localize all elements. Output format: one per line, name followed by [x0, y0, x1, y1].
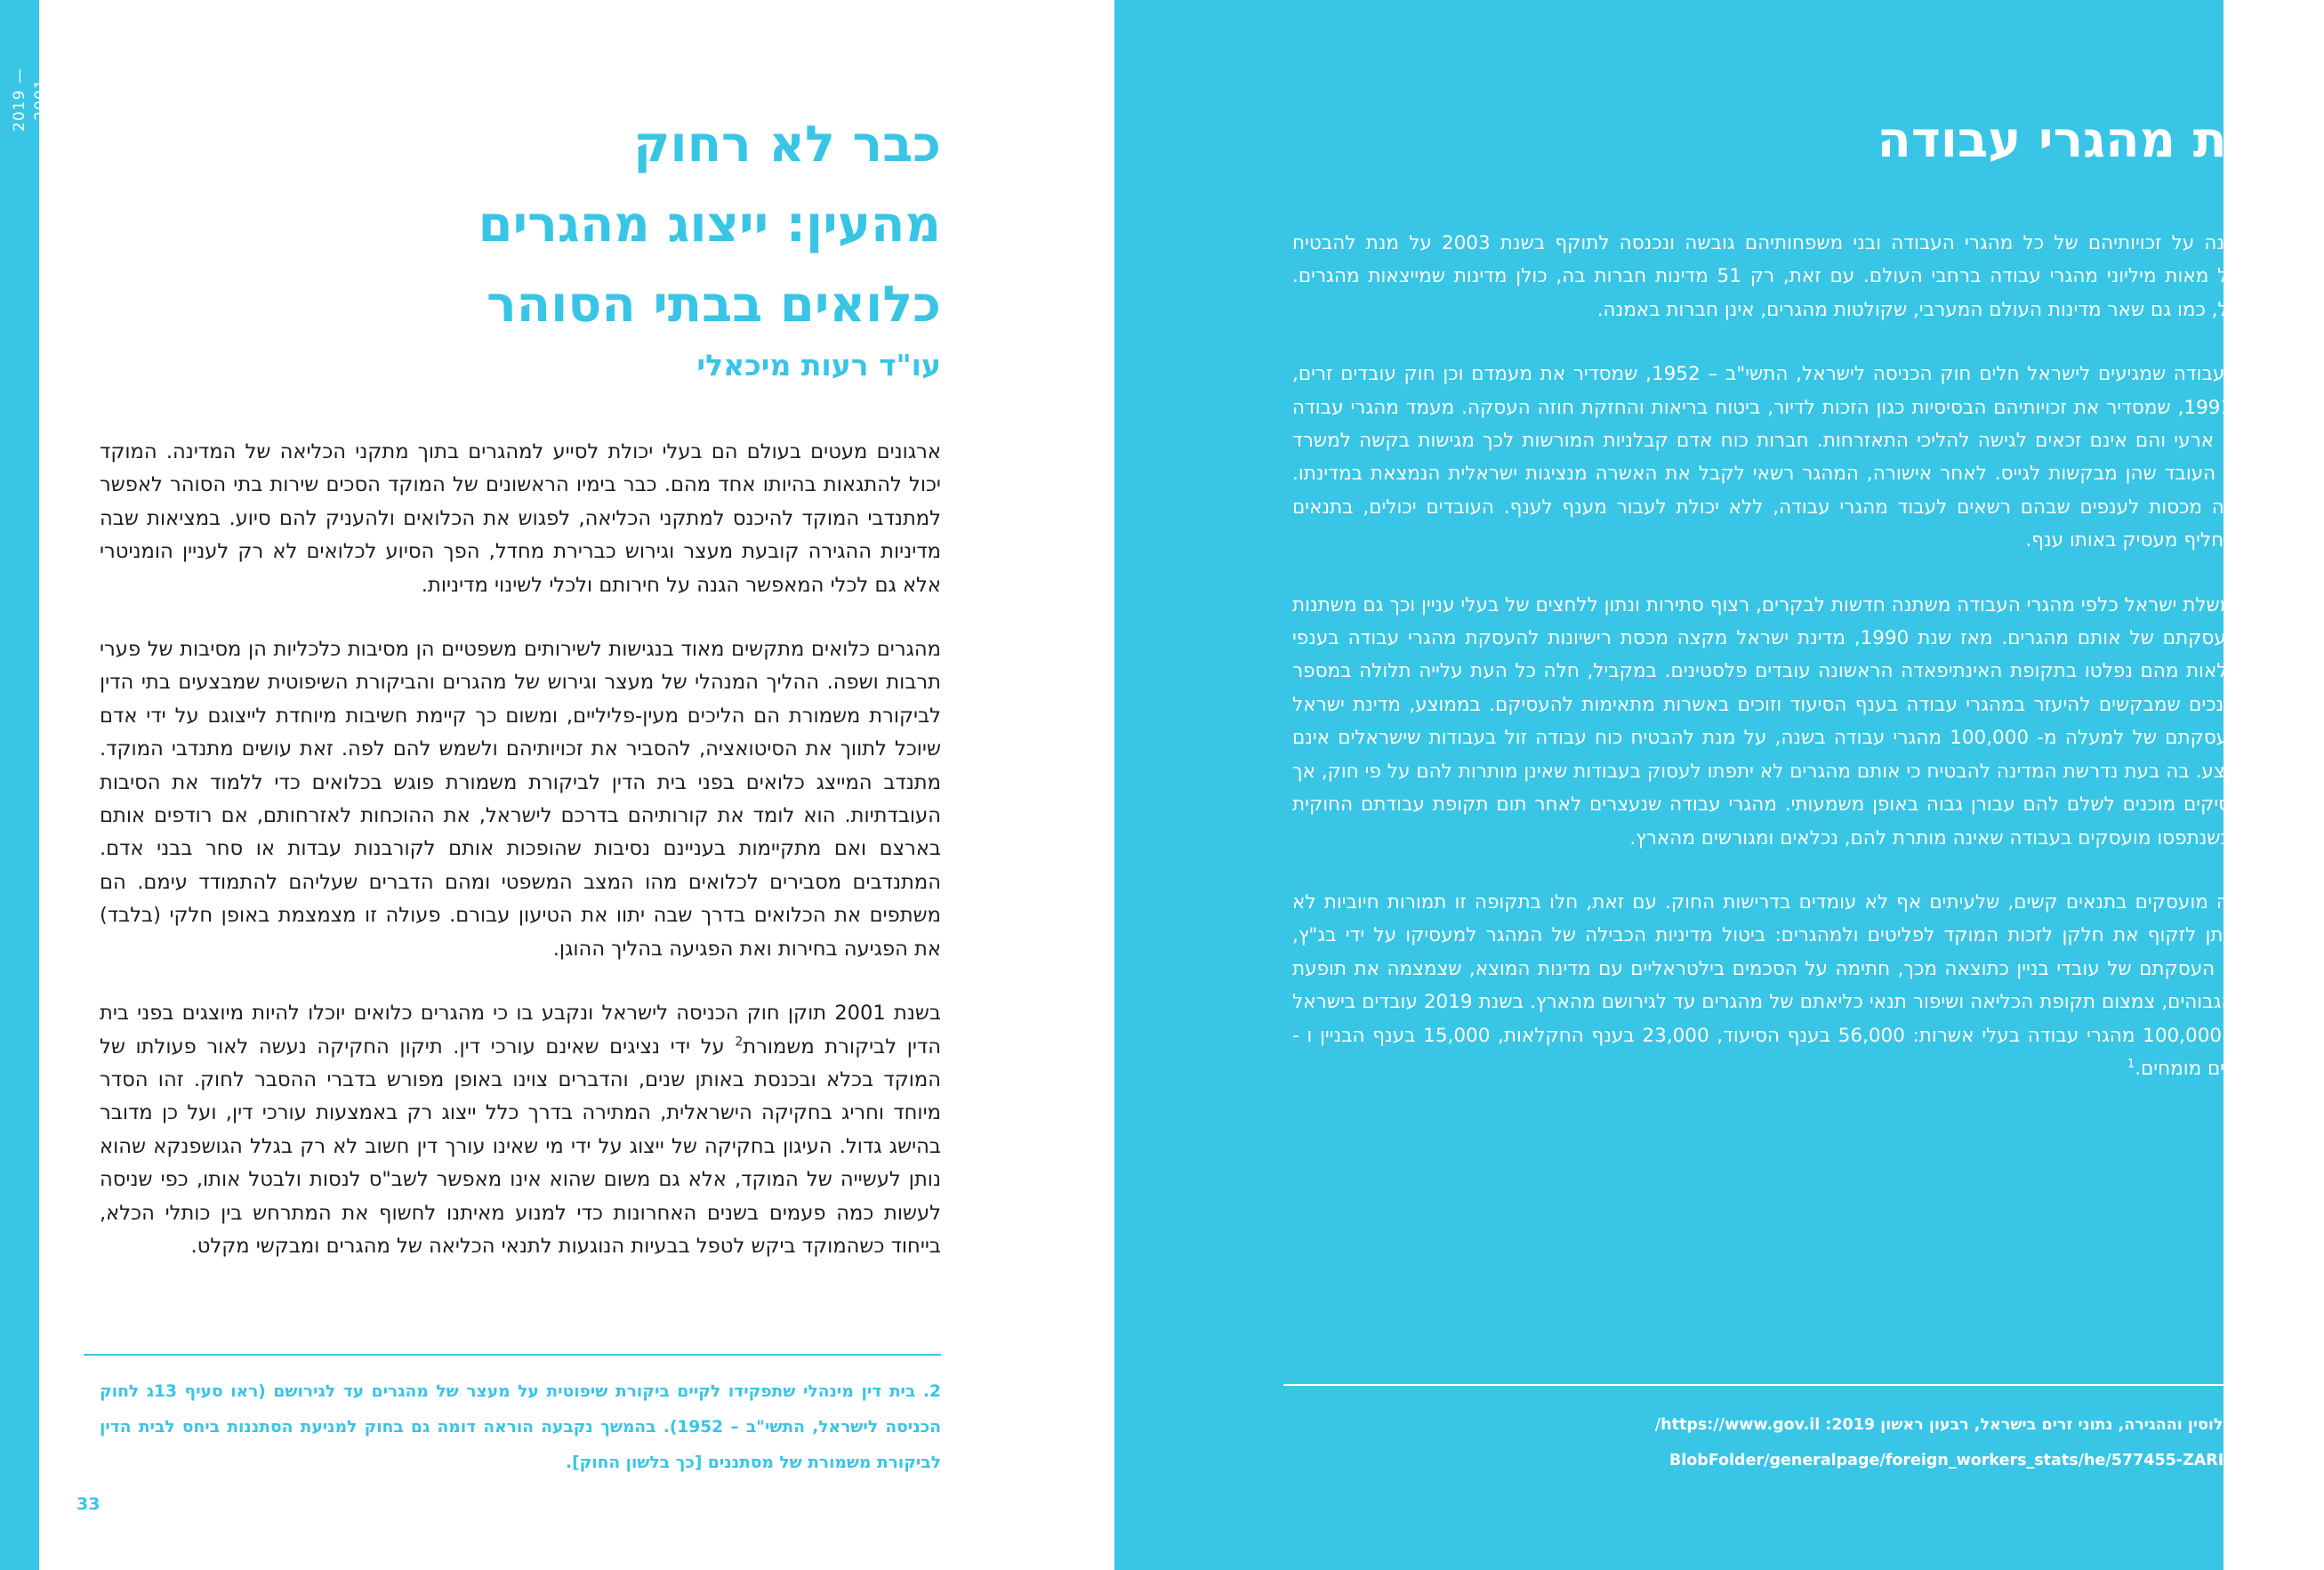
- body-paragraph: יחסה של ממשלת ישראל כלפי מהגרי העבודה משתנה חדשות לבקרים, רצוף סתירות ונתון ללחצים של בעלי עניין וכך גם משתנות המכסות להעסקתם של אותם מהגרים. מאז שנת 1990, מדינת ישראל מקצה מכסת רישיונות להעסקת מהגרי עבודה בענפי הבניין והחקלאות מהם נפלטו בתקופת האינתיפאדה הראשונה עובדים פלסטינים. במקביל, חלה כל העת עלייה תלולה במספר הקשישים והנכים שמבקשים להיעזר במהגרי עבודה בענף הסיעוד וזוכים באשרות מתאימות להעסיקם. בממוצע, מדינת ישראל יוזמת את העסקתם של למעלה מ- 100,000 מהגרי עבודה בשנה, על מנת להבטיח כוח עבודה זול בעבודות שישראלים אינם מעוניינים לבצע. בה בעת נדרשת המדינה להבטיח כי אותם מהגרים לא יתפתו לעסוק בעבודות שאינן מותרות להם על פי חוק, אך השכר שמעסיקים מוכנים לשלם להם עבורן גבוה באופן משמעותי. מהגרי עבודה שנעצרים לאחר תום תקופת עבודתם החוקית בישראל או כשנתפסו מועסקים בעבודה שאינה מותרת להם, נכלאים ומגורשים מהארץ.: [1292, 593, 2324, 849]
- right-page: [1114, 0, 2324, 1570]
- footnote-line: 1. רשות האוכלוסין וההגירה, נתוני זרים בישראל, רבעון ראשון 2019: https://www.gov.il/: [1654, 1416, 2324, 1434]
- body-paragraph: [100, 997, 941, 1263]
- spine-stripe: [0, 0, 50, 1570]
- footnote: 2. בית דין מינהלי שתפקידו לקיים ביקורת שיפוטית על מעצר של מהגרים עד לגירושם (ראו סעיף 13ג לחוק הכניסה לישראל, התשי"ב – 1952). בהמשך נקבעה הוראה דומה גם בחוק למניעת הסתננות ביחס לבית הדין לביקורת משמורת של מסתננים [כך בלשון החוק].: [100, 1382, 941, 1472]
- section-title: זכויות מהגרי עבודה: [1877, 111, 2324, 169]
- body-paragraph: מהגרים כלואים מתקשים מאוד בנגישות לשירותים משפטיים הן מסיבות כלכליות הן מסיבות של פערי תרבות ושפה. ההליך המנהלי של מעצר וגירוש של מהגרים והביקורת השיפוטית שמבצעים בתי הדין לביקורת משמורת הם הליכים מעין-פליליים, ומשום כך קיימת חשיבות מיוחדת לייצוגם על ידי אדם שיוכל לתווך את הסיטואציה, להסביר את זכויותיהם ולשמש להם לפה. זאת עושים מתנדבי המוקד. מתנדב המייצג כלואים בפני בית הדין לביקורת משמורת פוגש בכלואים כדי ללמוד את הסיבות העובדתיות. הוא לומד את קורותיהם בדרכם לישראל, את ההוכחות לאזרחותם, אם רודפים אותם בארצם ואם מתקיימות בעניינם נסיבות שהופכות אותם לקורבנות עבדות או סחר בבני אדם. המתנדבים מסבירים לכלואים מהו המצב המשפטי ומהם הדברים שעליהם להתמודד עימם. הם משתפים את הכלואים בדרך שבה יתוו את הטיעון עבורם. פעולה זו מצמצמת באופן חלקי (בלבד) את הפגיעה בחירות ואת הפגיעה בהליך ההוגן.: [100, 638, 941, 961]
- footnote-divider: [1283, 1384, 2324, 1386]
- footnote-marker: 1: [2127, 1057, 2135, 1071]
- article-title: [142, 105, 941, 345]
- spine-years-label: 2019 — 2001: [11, 68, 50, 132]
- body-paragraph: על מהגרי העבודה שמגיעים לישראל חלים חוק הכניסה לישראל, התשי"ב – 1952, שמסדיר את מעמדם וכן חוק עובדים זרים, התשנ"א – 1991, שמסדיר את זכויותיהם הבסיסיות כגון הזכות לדיור, ביטוח בריאות והחזקת חוזה העסקה. מעמד מהגרי עבודה בישראל הוא ארעי והם אינם זכאים לגישה להליכי התאזרחות. חברות כוח אדם קבלניות המורשות לכך מגישות בקשה למשרד הפנים, בשם העובד שהן מבקשות לגייס. לאחר אישורה, המהגר רשאי לקבל את האשרה מנציגות ישראלית הנמצאת במדינתו. ישראל מקצה מכסות לענפים שבהם רשאים לעבוד מהגרי עבודה, ללא יכולת לעבור מענף לענף. העובדים יכולים, בתנאים מסוימים, להחליף מעסיק באותו ענף.: [1292, 363, 2324, 552]
- paragraph-text: מהגרי עבודה מועסקים בתנאים קשים, שלעיתים אף לא עומדים בדרישות החוק. עם זאת, חלו בתקופה זו תמורות חיוביות לא מועטות, שניתן לזקוף את חלקן לזכות המוקד לפליטים ולמהגרים: ביטול מדיניות הכבילה של המהגר למעסיקו על ידי בג"ץ, שיפור בתנאי העסקתם של עובדי בניין כתוצאה מכך, חתימה על הסכמים בילטראליים עם מדינות המוצא, שצמצמה את תופעת דמי התיווך הגבוהים, צמצום תקופת הכליאה ושיפור תנאי כליאתם של מהגרים עד לגירושם מהארץ. בשנת 2019 עובדים בישראל למעלה מ - 100,000 מהגרי עבודה בעלי אשרות: 56,000 בענף הסיעוד, 23,000 בענף החקלאות, 15,000 בענף הבניין ו - 6,000 עובדים מומחים.: [1292, 890, 2324, 1080]
- article-title-line: כלואים בבתי הסוהר: [486, 276, 941, 334]
- footnote-divider: [84, 1354, 941, 1356]
- body-paragraph: [1292, 886, 2324, 1085]
- footnote-url-line: BlobFolder/generalpage/foreign_workers_stats/he/577455-ZARIM-2019.pdf: [1669, 1452, 2324, 1469]
- paragraph-text: בשנת 2001 תוקן חוק הכניסה לישראל ונקבע בו כי מהגרים כלואים יוכלו להיות מיוצגים בפני בית הדין לביקורת משמורת: [100, 1002, 942, 1059]
- article-author: עו"ד רעות מיכאלי: [696, 348, 941, 382]
- footnote: [1292, 1407, 2324, 1478]
- article-body: [100, 436, 941, 1294]
- body-paragraph: האמנה להגנה על זכויותיהם של כל מהגרי העבודה ובני משפחותיהם גובשה ונכנסה לתוקף בשנת 2003 על מנת להבטיח זכויותיהם של מאות מיליוני מהגרי עבודה ברחבי העולם. עם זאת, רק 51 מדינות חברות בה, כולן מדינות שמייצאות מהגרים. מדינת ישראל, כמו גם שאר מדינות העולם המערבי, שקולטות מהגרים, אינן חברות באמנה.: [1292, 232, 2324, 321]
- paragraph-text: על ידי נציגים שאינם עורכי דין. תיקון החקיקה נעשה לאור פעולתו של המוקד בכלא ובכנסת באותן שנים, והדברים צוינו באופן מפורש בדברי ההסבר לחוק. זהו הסדר מיוחד וחריג בחקיקה הישראלית, המתירה בדרך כלל ייצוג רק באמצעות עורכי דין, ועל כן מדובר בהישג גדול. העיגון בחקיקה של ייצוג על ידי מי שאינו עורך דין חשוב לא רק בגלל הגושפנקא שהוא נותן לעשייה של המוקד, אלא גם משום שהוא אינו מאפשר לשב"ס לנסות ולבטל אותו, כפי שניסה לעשות כמה פעמים בשנים האחרונות כדי למנוע מאיתנו לחשוף את המתרחש בין כותלי הכלא, בייחוד כשהמוקד ביקש לטפל בבעיות הנוגעות לתנאי הכליאה של מהגרים ומבקשי מקלט.: [100, 1035, 941, 1258]
- body-paragraph: ארגונים מעטים בעולם הם בעלי יכולת לסייע למהגרים בתוך מתקני הכליאה של המדינה. המוקד יכול להתגאות בהיותו אחד מהם. כבר בימיו הראשונים של המוקד הסכים שירות בתי הסוהר לאפשר למתנדבי המוקד להיכנס למתקני הכליאה, לפגוש את הכלואים ולהעניק להם סיוע. במציאות שבה מדיניות ההגירה קובעת מעצר וגירוש כברירת מחדל, הפך הסיוע לכלואים לא רק לעניין הומניטרי אלא גם לכלי המאפשר הגנה על חירותם ולכלי לשינוי מדיניות.: [100, 440, 941, 597]
- page-number: 33: [76, 1494, 101, 1514]
- article-title-line: כבר לא רחוק: [633, 116, 941, 173]
- footnote-marker: 2: [735, 1034, 744, 1049]
- article-title-line: מהעין: ייצוג מהגרים: [478, 196, 941, 254]
- section-body: [1292, 227, 2324, 1116]
